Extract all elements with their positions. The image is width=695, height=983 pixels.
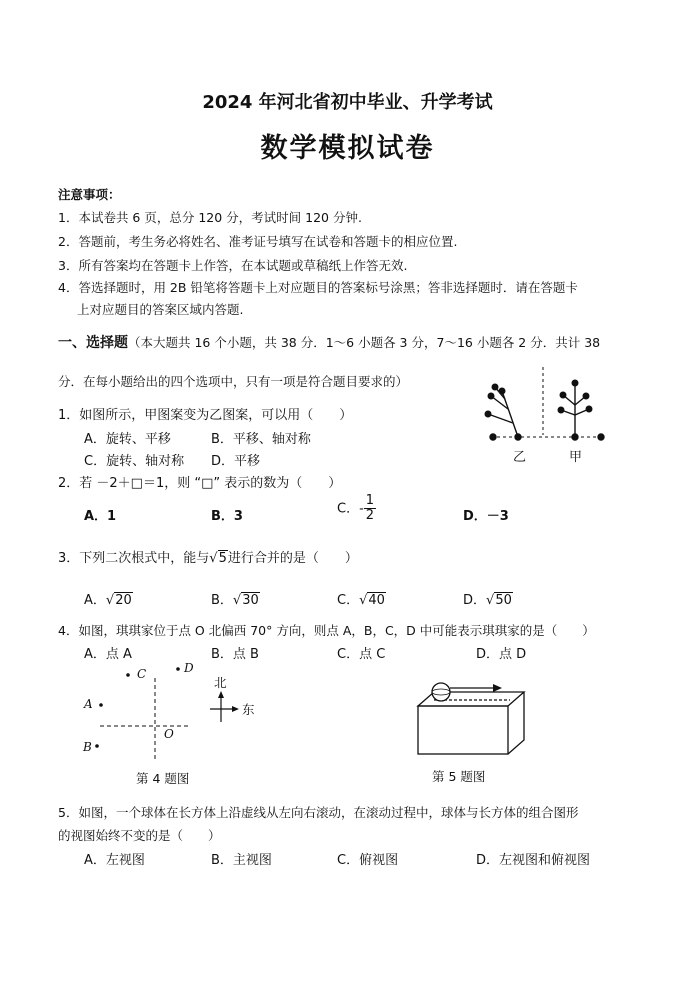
q1-option-b: B．平移、轴对称 [211,432,311,447]
figure-label-yi: 乙 [513,450,527,465]
q2-option-d: D．－3 [463,509,509,524]
numerator: 1 [365,493,375,508]
note-item: 3．所有答案均在答题卡上作答，在本试题或草稿纸上作答无效. [58,258,408,273]
question-2-stem: 2．若 －2＋□＝1，则 “□” 表示的数为（ ） [58,476,342,491]
q1-option-c: C．旋转、轴对称 [84,454,185,469]
point-d [176,667,180,671]
sqrt-expression: √20 [105,593,132,608]
figure-jia [558,380,604,440]
question-5-stem-2: 的视图始终不变的是（ ） [58,828,221,843]
q3-option-c [337,589,386,608]
compass-east-label: 东 [242,702,255,717]
section-heading: 一、选择题 [58,335,128,351]
note-item: 4．答选择题时，用 2B 铅笔将答题卡上对应题目的答案标号涂黑；答非选择题时．请在答题卡 [58,280,578,295]
label-point-d: D [184,661,194,675]
figure-5-caption: 第 5 题图 [432,769,486,784]
note-item: 上对应题目的答案区域内答题. [77,302,244,317]
notes-heading: 注意事项： [58,187,121,202]
option-label: B． [211,593,233,608]
figure-4-caption: 第 4 题图 [136,771,190,786]
q5-option-a: A．左视图 [84,853,145,868]
q3-stem-post: 进行合并的是（ ） [227,551,358,566]
fraction [364,494,376,524]
note-item: 2．答题前，考生务必将姓名、准考证号填写在试卷和答题卡的相应位置. [58,234,458,249]
q2-option-c [337,494,376,524]
radicand: 30 [242,593,259,608]
q2-option-a: A．1 [84,509,117,524]
q3-option-d [463,589,513,608]
question-4-stem: 4．如图，琪琪家位于点 O 北偏西 70° 方向，则点 A，B，C，D 中可能表示琪琪家的是（ ） [58,623,595,638]
q2-option-c-prefix: C．- [337,501,364,517]
section-desc-2: 分．在每小题给出的四个选项中，只有一项是符合题目要求的） [58,374,409,389]
q4-option-b: B．点 B [211,647,259,662]
q5-figure [410,678,530,768]
q4-option-c: C．点 C [337,647,386,662]
option-label: D． [463,593,487,608]
radicand: 20 [115,593,132,608]
point-a [99,703,103,707]
radicand: 40 [368,593,385,608]
option-label: A． [84,593,106,608]
label-point-b: B [83,740,92,754]
compass-north-label: 北 [214,675,227,690]
question-5-stem-1: 5．如图，一个球体在长方体上沿虚线从左向右滚动，在滚动过程中，球体与长方体的组合图形 [58,805,579,820]
exam-subtitle: 数学模拟试卷 [260,133,435,164]
label-point-a: A [84,697,93,711]
q4-option-a: A．点 A [84,647,132,662]
q5-option-b: B．主视图 [211,853,272,868]
section-intro [58,332,600,352]
radicand: 5 [218,551,227,566]
q3-option-a [84,589,133,608]
radicand: 50 [495,593,512,608]
compass-icon [210,691,239,722]
ball-icon [432,683,450,701]
q2-option-b: B．3 [211,509,243,524]
denominator: 2 [365,508,375,524]
q3-stem-pre: 3．下列二次根式中，能与 [58,551,210,566]
arrow-right-icon [450,684,502,692]
question-3-stem [58,547,358,566]
sqrt-expression: √40 [359,593,385,608]
question-1-stem: 1．如图所示，甲图案变为乙图案，可以用（ ） [58,408,353,423]
q4-option-d: D．点 D [476,647,527,662]
figure-label-jia: 甲 [569,450,583,465]
q5-option-d: D．左视图和俯视图 [476,853,591,868]
point-b [95,744,99,748]
q1-figure [485,365,615,465]
sqrt-expression: √5 [209,551,227,566]
note-item: 1．本试卷共 6 页，总分 120 分，考试时间 120 分钟. [58,210,362,225]
section-desc: （本大题共 16 个小题，共 38 分．1～6 小题各 3 分，7～16 小题各 2 分．共计 38 [128,335,601,350]
sqrt-expression: √50 [486,593,512,608]
q3-option-b [211,589,260,608]
option-label: C． [337,593,360,608]
exam-title: 2024 年河北省初中毕业、升学考试 [202,92,493,113]
point-c [126,673,130,677]
sqrt-expression: √30 [232,593,259,608]
q1-option-a: A．旋转、平移 [84,432,171,447]
figure-yi [485,384,521,440]
label-point-o: O [164,727,174,741]
q5-option-c: C．俯视图 [337,853,399,868]
q1-option-d: D．平移 [211,454,261,469]
label-point-c: C [137,667,147,681]
